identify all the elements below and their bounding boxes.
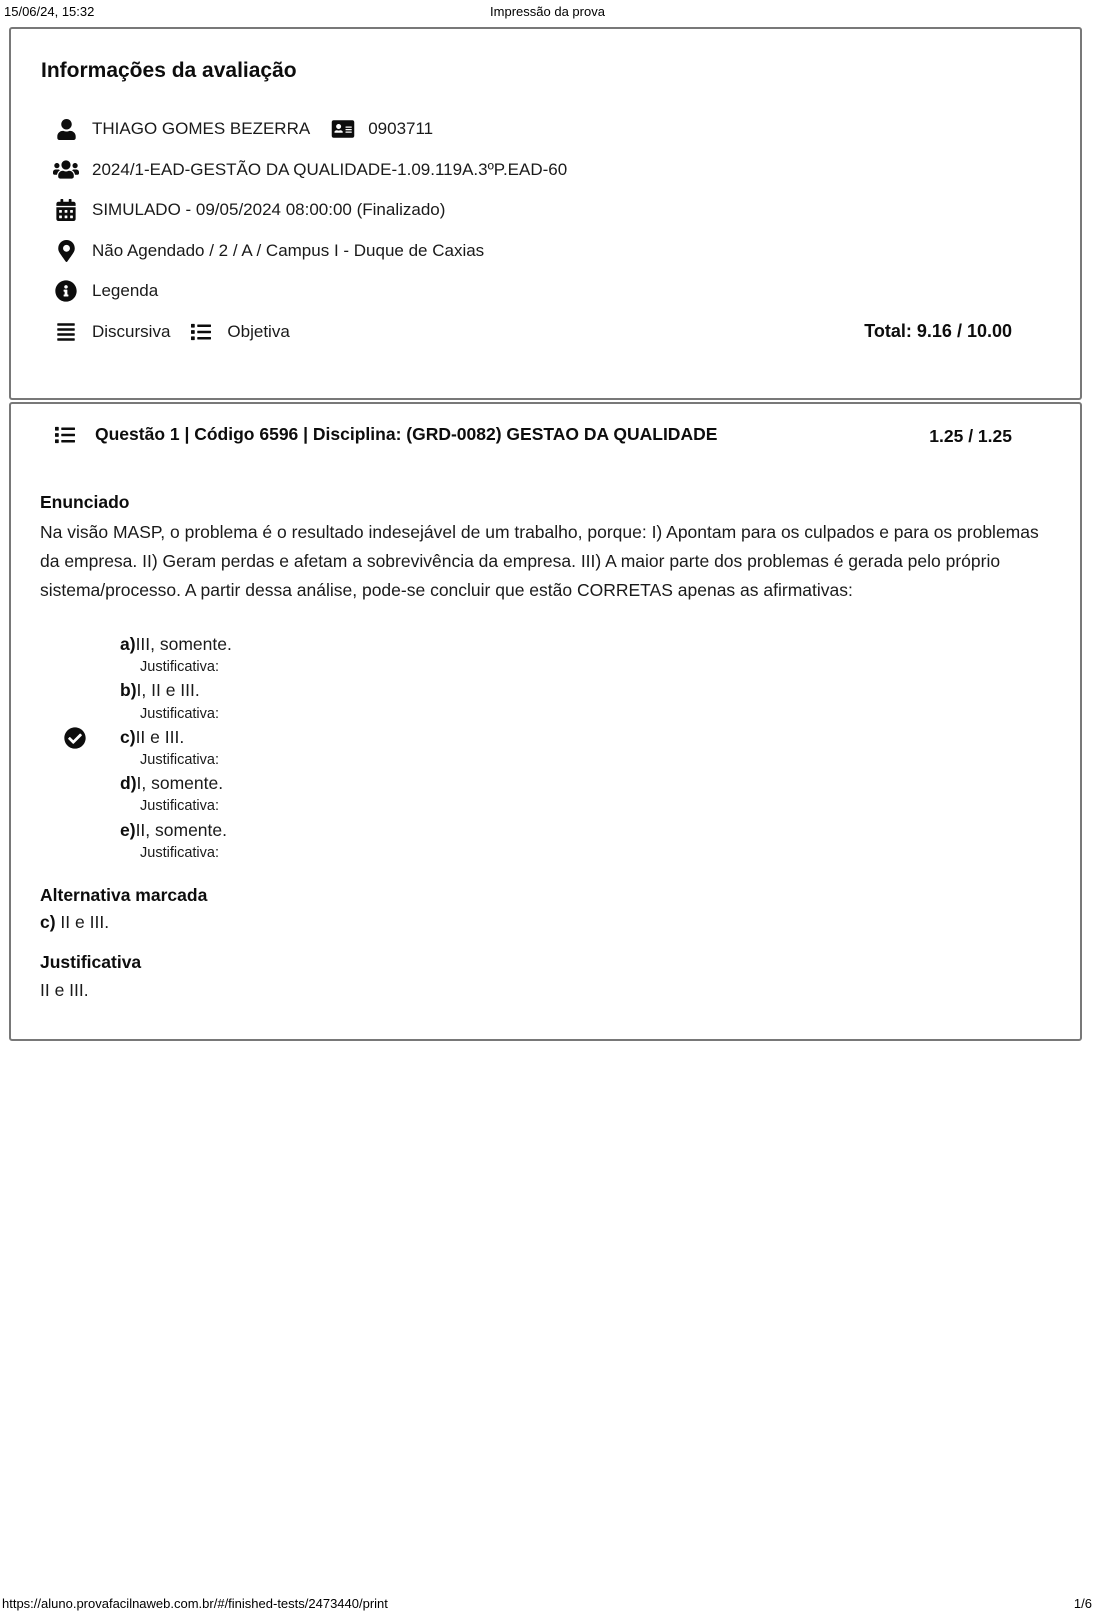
legend-row — [11, 271, 1080, 312]
option-row-b — [120, 679, 232, 725]
total-score: Total: 9.16 / 10.00 — [864, 321, 1012, 341]
option-text: b)I, II e III. — [120, 680, 200, 701]
option-text: d)I, somente. — [120, 773, 224, 794]
objective-label: Objetiva — [227, 321, 290, 341]
footer-page-number: 1/6 — [1073, 1596, 1092, 1611]
enunciado-label: Enunciado — [40, 492, 130, 512]
legend-label: Legenda — [92, 281, 159, 301]
exam-row — [11, 190, 1080, 231]
location-row — [11, 231, 1080, 272]
option-text: c)II e III. — [120, 726, 185, 747]
option-row-e — [120, 819, 232, 865]
option-justification-label: Justificativa: — [140, 659, 219, 676]
info-rows — [11, 109, 1080, 352]
option-row-c — [120, 726, 232, 772]
option-row-d — [120, 772, 232, 818]
id-card-icon — [330, 119, 356, 139]
evaluation-info-panel — [9, 27, 1082, 400]
option-justification-label: Justificativa: — [140, 844, 219, 861]
list-icon — [188, 322, 214, 342]
exam-info: SIMULADO - 09/05/2024 08:00:00 (Finalizado) — [92, 200, 446, 220]
student-id: 0903711 — [368, 119, 434, 139]
justification-label: Justificativa — [40, 952, 142, 972]
marked-alternative-label: Alternativa marcada — [40, 885, 208, 905]
student-row — [11, 109, 1080, 150]
option-justification-label: Justificativa: — [140, 752, 219, 769]
question-score: 1.25 / 1.25 — [929, 426, 1012, 446]
location-info: Não Agendado / 2 / A / Campus I - Duque de Caxias — [92, 240, 485, 260]
list-icon — [52, 425, 78, 445]
question-title: Questão 1 | Código 6596 | Disciplina: (GRD-0082) GESTAO DA QUALIDADE — [95, 424, 718, 444]
options-list — [120, 633, 232, 865]
discursive-label: Discursiva — [92, 321, 171, 341]
question-header — [52, 424, 920, 445]
footer-url: https://aluno.provafacilnaweb.com.br/#/finished-tests/2473440/print — [2, 1596, 388, 1611]
check-circle-icon — [64, 727, 86, 749]
option-text: a)III, somente. — [120, 634, 232, 654]
question-panel — [9, 402, 1082, 1041]
header-datetime: 15/06/24, 15:32 — [4, 4, 95, 19]
class-name: 2024/1-EAD-GESTÃO DA QUALIDADE-1.09.119A.3ºP.EAD-60 — [92, 159, 568, 179]
users-icon — [53, 159, 79, 180]
info-panel-title: Informações da avaliação — [41, 59, 297, 82]
align-justify-icon — [53, 322, 79, 342]
option-text: e)II, somente. — [120, 819, 227, 840]
info-circle-icon — [53, 280, 79, 302]
class-row — [11, 150, 1080, 191]
option-justification-label: Justificativa: — [140, 705, 219, 722]
calendar-icon — [53, 199, 79, 221]
student-name: THIAGO GOMES BEZERRA — [92, 119, 311, 139]
header-title: Impressão da prova — [490, 4, 605, 19]
marked-alternative-value: c) II e III. — [40, 912, 110, 932]
option-row-a — [120, 633, 232, 679]
enunciado-text: Na visão MASP, o problema é o resultado indesejável de um trabalho, porque: I) Apontam para os culpados e para os problemas da empresa. II) Geram perdas e afetam a sobrevivência da empresa. III) A maior parte dos problemas é gerada pelo próprio sistema/processo. A partir dessa análise, pode-se concluir que estão CORRETAS apenas as afirmativas: — [40, 522, 1039, 600]
justification-value: II e III. — [40, 980, 89, 1000]
user-icon — [53, 119, 79, 140]
map-marker-icon — [53, 240, 79, 262]
option-justification-label: Justificativa: — [140, 798, 219, 815]
